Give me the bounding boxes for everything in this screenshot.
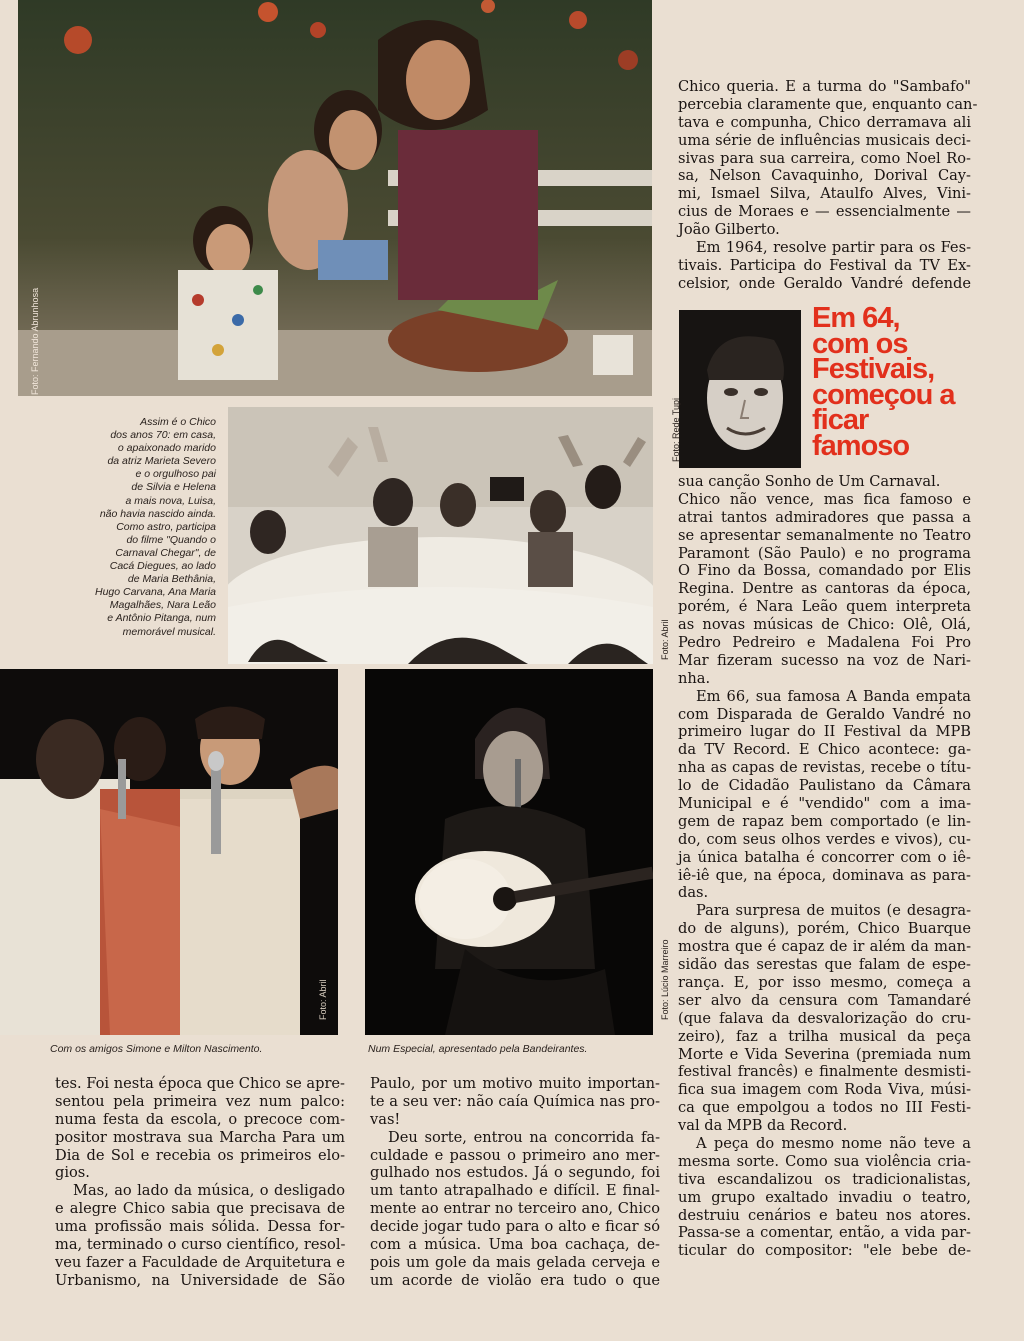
festival-portrait-photo bbox=[679, 310, 801, 468]
family-photo-caption: Assim é o Chico dos anos 70: em casa, o apaixonado marido da atriz Marieta Severo e o orgulhoso pai de Silvia e Helena a mais nova, Luisa, não havia nascido ainda. Como astro, participa do filme "Quando o Carnaval Chegar", de Cacá Diegues, ao lado de Maria Bethânia, Hugo Carvana, Ana Maria Magalhães, Nara Leão e Antônio Pitanga, num memorável musical. bbox=[94, 416, 216, 638]
family-photo-credit: Foto: Fernando Abrunhosa bbox=[30, 287, 40, 395]
guitar-photo-credit: Foto: Lúcio Marreiro bbox=[660, 939, 670, 1020]
right-column-top: Chico queria. E a turma do "Sambafo" percebia claramente que, enquanto can- tava e compunha, Chico derramava ali uma série de influências musicais deci- sivas para sua carreira, como Noel Ro- sa, Nelson Cavaquinho, Dorival Cay- mi, Ismael Silva, Ataulfo Alves, Vini- cius de Moraes e — essencialmente — João Gilberto. Em 1964, resolve partir para os Fes- tivais. Participa do Festival da TV Ex- celsior, onde Geraldo Vandré defende bbox=[678, 78, 978, 292]
pull-quote: Em 64, com os Festivais, começou a ficar famoso bbox=[812, 302, 955, 462]
friends-photo-caption: Com os amigos Simone e Milton Nascimento. bbox=[50, 1043, 263, 1055]
festival-photo-credit: Foto: Rede Tupi bbox=[671, 397, 681, 462]
film-photo-credit: Foto: Abril bbox=[660, 619, 670, 660]
guitar-photo-caption: Num Especial, apresentado pela Bandeirantes. bbox=[368, 1043, 588, 1055]
guitar-photo bbox=[365, 669, 653, 1035]
friends-photo-credit: Foto: Abril bbox=[318, 979, 328, 1020]
middle-column: Paulo, por um motivo muito importan- te a seu ver: não caía Química nas pro- vas! Deu sorte, entrou na concorrida fa- culdade e passou o primeiro ano mer- gulhado nos estudos. Já o segundo, foi um tanto atrapalhado e difícil. E final- mente ao entrar no terceiro ano, Chico decide jogar tudo para o alto e ficar só com a música. Uma boa cachaça, de- pois um gole da mais gelada cerveja e um acorde de violão era tudo o que bbox=[370, 1075, 660, 1289]
friends-photo bbox=[0, 669, 338, 1035]
right-column-bottom: sua canção Sonho de Um Carnaval. Chico não vence, mas fica famoso e atrai tantos admiradores que passa a se apresentar semanalmente no Teatro Paramont (São Paulo) e no programa O Fino da Bossa, comandado por Elis Regina. Dentre as cantoras da época, porém, é Nara Leão quem interpreta as novas músicas de Chico: Olê, Olá, Pedro Pedreiro e Madalena Foi Pro Mar fizeram sucesso na voz de Nari- nha. Em 66, sua famosa A Banda empata com Disparada de Geraldo Vandré no primeiro lugar do II Festival da MPB da TV Record. E Chico acontece: ga- nha as capas de revistas, recebe o títu- lo de Cidadão Paulistano da Câmara Municipal e é "vendido" com a ima- gem de rapaz bem comportado (e lin- do, com seus olhos verdes e vivos), cu- ja única batalha é concorrer com o iê- iê-iê que, na época, dominava as para- das. Para surpresa de muitos (e desagra- do de alguns), porém, Chico Buarque mostra que é capaz de ir além da man- sidão das serestas que falam de espe- rança. E, por isso mesmo, começa a ser alvo da censura com Tamandaré (que falava da desvalorização do cru- zeiro), faz a trilha musical da peça Morte e Vida Severina (premiada num festival francês) e finalmente desmisti- fica sua imagem com Roda Viva, músi- ca que empolgou a todos no III Festi- val da MPB da Record. A peça do mesmo nome não teve a mesma sorte. Como sua violência cria- tiva escandalizou os tradicionalistas, um grupo exaltado invadiu o teatro, destruiu cenários e bateu nos atores. Passa-se a comentar, então, a vida par- ticular do compositor: "ele bebe de- bbox=[678, 473, 971, 1260]
film-photo bbox=[228, 407, 653, 664]
family-photo bbox=[18, 0, 652, 396]
left-column: tes. Foi nesta época que Chico se apre- sentou pela primeira vez num palco: numa festa da escola, o precoce com- positor mostrava sua Marcha Para um Dia de Sol e recebia os primeiros elo- gios. Mas, ao lado da música, o desligado e alegre Chico sabia que precisava de uma profissão mais sólida. Dessa for- ma, terminado o curso científico, resol- veu fazer a Faculdade de Arquitetura e Urbanismo, na Universidade de São bbox=[55, 1075, 346, 1289]
